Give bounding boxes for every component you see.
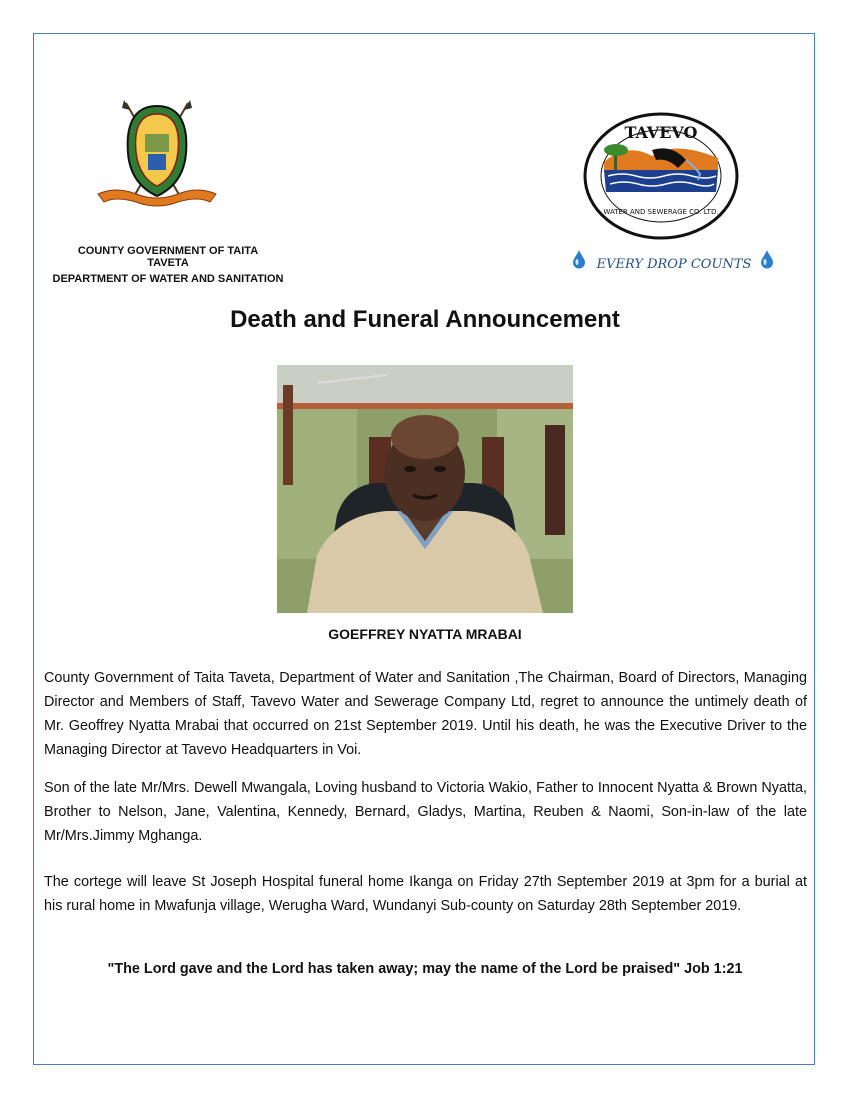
- water-drop-icon: [572, 249, 586, 269]
- family-paragraph: Son of the late Mr/Mrs. Dewell Mwangala, Loving husband to Victoria Wakio, Father to Innocent Nyatta & Brown Nyatta, Brother to Nelson, Jane, Valentina, Kennedy, Bernard, Gladys, Martina, Reuben & Naomi, Son-in-law of the late Mr/Mrs.Jimmy Mghanga.: [44, 780, 807, 844]
- scripture-quote: "The Lord gave and the Lord has taken away; may the name of the Lord be praised" Job 1:21: [107, 961, 743, 977]
- county-seal-icon: [96, 98, 218, 220]
- tavevo-logo-name: TAVEVO: [624, 123, 698, 142]
- tavevo-logo-subtitle: WATER AND SEWERAGE CO. LTD.: [603, 208, 719, 216]
- funeral-arrangements-paragraph: The cortege will leave St Joseph Hospital funeral home Ikanga on Friday 27th September 2019 at 3pm for a burial at his rural home in Mwafunja village, Werugha Ward, Wundanyi Sub-county on Saturday 28th September 2019.: [44, 874, 807, 914]
- deceased-name: GOEFFREY NYATTA MRABAI: [328, 626, 522, 642]
- company-motto: EVERY DROP COUNTS: [596, 257, 752, 272]
- tavevo-logo-icon: [582, 110, 740, 242]
- county-government-heading: COUNTY GOVERNMENT OF TAITA TAVETA: [77, 245, 259, 269]
- company-motto-block: [570, 247, 780, 273]
- water-drop-icon: [760, 249, 774, 269]
- announcement-title: Death and Funeral Announcement: [230, 306, 620, 333]
- announcement-paragraph: County Government of Taita Taveta, Department of Water and Sanitation ,The Chairman, Board of Directors, Managing Director and Members of Staff, Tavevo Water and Sewerage Company Ltd, regret to announce the untimely death of Mr. Geoffrey Nyatta Mrabai that occurred on 21st September 2019. Until his death, he was the Executive Driver to the Managing Director at Tavevo Headquarters in Voi.: [44, 670, 807, 758]
- portrait-photo: [277, 365, 573, 613]
- department-heading: DEPARTMENT OF WATER AND SANITATION: [52, 273, 284, 285]
